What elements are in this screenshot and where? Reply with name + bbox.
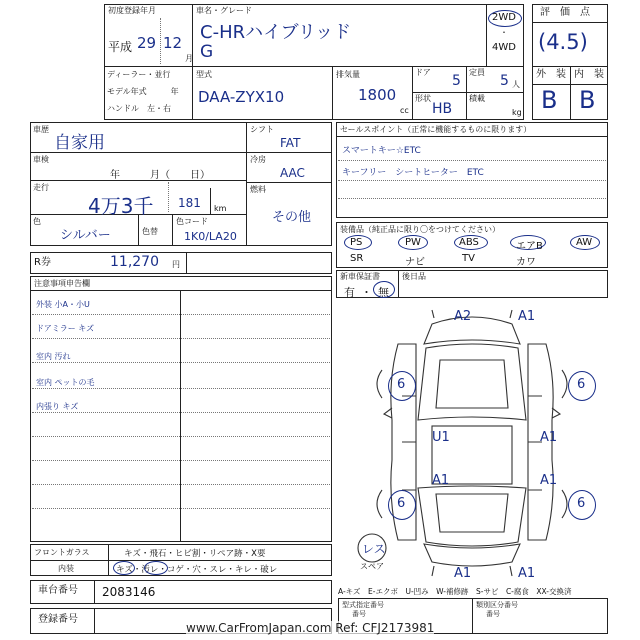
inspect-value: 年 月（ 日） <box>110 170 210 181</box>
warranty-sep: ・ <box>361 286 372 299</box>
shape: HB <box>432 101 453 117</box>
note-line-1: 外装 小A・小U <box>36 300 90 309</box>
warranty-no-circle <box>373 281 395 298</box>
reg-date-label: 初度登録年月 <box>108 6 156 15</box>
model-code: DAA-ZYX10 <box>198 88 285 106</box>
form-code-label: 型式指定番号 <box>342 601 384 609</box>
class-code-label: 類別区分番号 <box>476 601 518 609</box>
note-line-3: 室内 汚れ <box>36 352 71 361</box>
warranty-no: 無 <box>378 286 389 299</box>
eval-label: 評 価 点 <box>540 7 590 18</box>
watermark: www.CarFromJapan.com Ref: CFJ2173981 <box>186 621 435 635</box>
equip-airbag: エアB <box>516 241 543 252</box>
ac-value: AAC <box>280 166 305 180</box>
door-label: ドア <box>415 68 431 77</box>
damage-mark: U1 <box>432 430 450 445</box>
equip-airbag-circle <box>510 235 546 250</box>
inspect-label: 車検 <box>33 155 49 164</box>
equip-abs: ABS <box>459 237 479 248</box>
car-name-label: 車名・グレード <box>196 6 252 15</box>
mileage-value: 4万3千 <box>88 194 154 218</box>
equip-sr: SR <box>350 253 364 264</box>
damage-mark: A1 <box>432 473 450 488</box>
color-swap-label: 色替 <box>142 227 158 236</box>
form-num-label: 番号 <box>352 610 366 618</box>
mileage-small: 181 <box>178 196 201 210</box>
equip-ps-circle <box>344 235 372 250</box>
ac-label: 冷房 <box>250 155 266 164</box>
displacement: 1800 <box>358 86 397 104</box>
damage-mark: A2 <box>454 309 472 324</box>
equip-pw-circle <box>398 235 428 250</box>
km-unit: km <box>214 204 227 213</box>
sales-line-2: キーフリー シートヒーター ETC <box>342 168 484 178</box>
sales-line-1: スマートキー☆ETC <box>342 146 421 156</box>
reg-month: 12 <box>163 34 183 52</box>
reg-era: 平成 <box>108 40 133 54</box>
chassis-label: 車台番号 <box>38 585 78 596</box>
windshield-label: フロントガラス <box>34 548 90 557</box>
equip-abs-circle <box>454 235 488 250</box>
equip-aw-circle <box>570 235 600 250</box>
model-year-label: モデル年式 年 <box>107 87 179 96</box>
reg-number-label: 登録番号 <box>38 614 78 625</box>
damage-mark: A1 <box>454 566 472 581</box>
interior-grade: B <box>579 86 596 114</box>
note-line-5: 内張り キズ <box>36 402 79 411</box>
drive-sep: ・ <box>500 28 508 37</box>
mileage-label: 走行 <box>33 183 49 192</box>
dealer-label: ディーラー・並行 <box>107 70 171 79</box>
damage-mark: A1 <box>540 430 558 445</box>
cc-unit: cc <box>400 106 409 115</box>
capacity-unit: 人 <box>512 80 520 89</box>
fuel-value: その他 <box>272 210 312 225</box>
damage-mark: 6 <box>397 377 406 392</box>
chassis-value: 2083146 <box>102 585 156 599</box>
doors: 5 <box>452 73 461 89</box>
shift-value: FAT <box>280 136 301 150</box>
reg-month-unit: 月 <box>185 54 193 63</box>
recycle-value: 11,270 <box>110 254 159 270</box>
car-grade: G <box>200 42 214 62</box>
displacement-label: 排気量 <box>336 70 360 79</box>
equip-navi: ナビ <box>405 257 425 268</box>
eval-score: (4.5) <box>538 30 588 54</box>
note-line-2: ドアミラー キズ <box>36 324 95 333</box>
damage-mark: 6 <box>577 377 586 392</box>
spare-tire-mark: レス <box>362 542 386 556</box>
recycle-box <box>30 252 332 274</box>
equip-leather: カワ <box>516 257 536 268</box>
kg-unit: kg <box>512 108 522 117</box>
notes-label: 注意事項申告欄 <box>34 279 90 288</box>
interior-kizu-circle <box>113 561 135 575</box>
capacity: 5 <box>500 73 509 89</box>
interior-label: 内 装 <box>574 69 604 80</box>
reg-year: 29 <box>137 34 157 52</box>
drive-2wd: 2WD <box>492 12 516 23</box>
note-line-4: 室内 ペットの毛 <box>36 378 95 387</box>
capacity-label: 定員 <box>469 68 485 77</box>
equip-ps: PS <box>350 237 363 248</box>
damage-mark: A1 <box>540 473 558 488</box>
equipment-label: 装備品（純正品に限り〇をつけてください） <box>340 225 500 234</box>
car-name: C-HRハイブリッド <box>200 22 352 43</box>
equip-tv: TV <box>462 253 475 264</box>
color-code: 1K0/LA20 <box>184 230 237 243</box>
shape-label: 形状 <box>415 94 431 103</box>
equip-pw: PW <box>405 237 421 248</box>
damage-mark: 6 <box>577 496 586 511</box>
equip-aw: AW <box>576 237 593 248</box>
spare-tire-label: スペア <box>360 562 384 571</box>
warranty-yes: 有 <box>344 286 355 299</box>
color-label: 色 <box>33 217 41 226</box>
sales-point-label: セールスポイント（正常に機能するものに限ります） <box>340 125 532 134</box>
handle-label: ハンドル 左・右 <box>107 104 171 113</box>
damage-mark: 6 <box>397 496 406 511</box>
recycle-label: R券 <box>34 257 51 268</box>
after-label: 後日品 <box>402 272 426 281</box>
model-label: 型式 <box>196 70 212 79</box>
damage-legend: A-キズ E-エクボ U-凹み W-補修跡 S-サビ C-腐食 XX-交換済 <box>338 587 572 596</box>
warranty-label: 新車保証書 <box>340 272 380 281</box>
fuel-label: 燃料 <box>250 185 266 194</box>
interior-cond-value: キズ・汚レ・コゲ・穴・スレ・キレ・破レ <box>116 565 278 575</box>
damage-mark: A1 <box>518 566 536 581</box>
color-value: シルバー <box>60 228 111 243</box>
damage-mark: A1 <box>518 309 536 324</box>
windshield-value: キズ・飛石・ヒビ割・リペア跡・X要 <box>124 549 266 559</box>
recycle-unit: 円 <box>172 260 180 269</box>
load-label: 積載 <box>469 94 485 103</box>
class-num-label: 番号 <box>486 610 500 618</box>
drive-4wd: 4WD <box>492 42 516 53</box>
shift-label: シフト <box>250 125 274 134</box>
history-value: 自家用 <box>54 133 105 153</box>
interior-yogore-circle <box>144 561 168 575</box>
exterior-label: 外 装 <box>536 69 566 80</box>
color-code-label: 色コード <box>176 217 208 226</box>
history-label: 車歴 <box>33 125 49 134</box>
exterior-grade: B <box>541 86 558 114</box>
interior-cond-label: 内装 <box>58 564 74 573</box>
